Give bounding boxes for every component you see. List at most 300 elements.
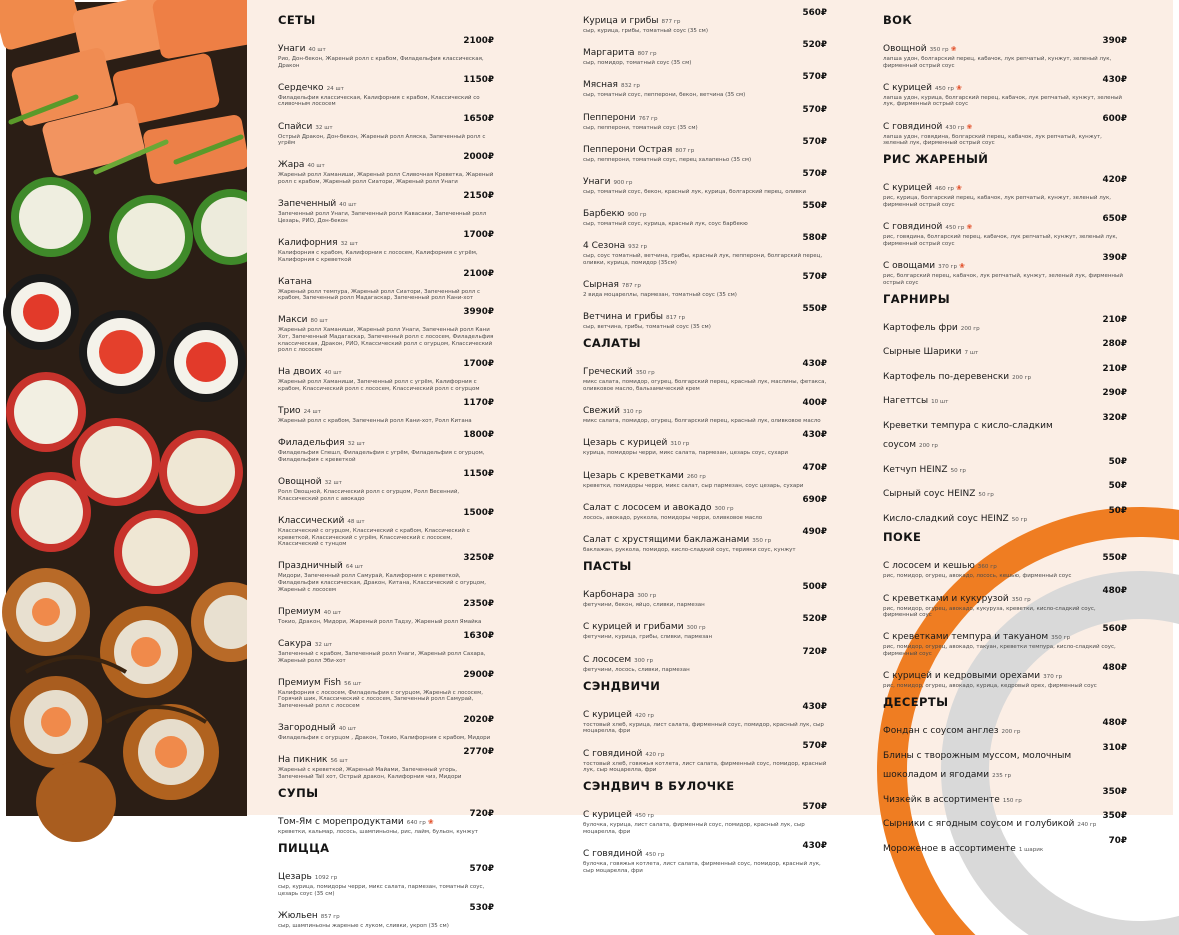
item-description: булочка, курица, лист салата, фирменный соус, помидор, красный лук, сыр моцарелла, фри [583,822,805,835]
item-name: Овощной [278,477,322,488]
menu-item [883,388,1127,407]
menu-item [883,481,1127,500]
item-weight: 10 шт [931,399,949,406]
item-description: булочка, говяжья котлета, лист салата, фирменный соус, помидор, красный лук, сыр моцарелла, фри [583,861,821,874]
item-name: Греческий [583,367,633,378]
menu-column-1 [278,8,494,935]
item-price: 2900₽ [463,669,494,680]
item-description: рис, болгарский перец, кабачок, лук репчатый, кунжут, зеленый лук, фирменный острый соус [883,272,1123,286]
item-weight: 56 шт [344,680,362,687]
item-name: Нагеттсы [883,396,929,407]
item-price: 2100₽ [463,36,494,46]
item-weight: 64 шт [345,564,364,571]
item-price: 430₽ [802,359,827,370]
item-price: 570₽ [802,740,827,751]
item-description: Жареный с креветкой, Жареный Майами, Запеченный угорь, Запеченный Tail хот, Острый дракон, Калифорния чиз, Мидори [278,767,462,780]
item-weight: 200 гр [1001,729,1021,736]
item-name: На двоих [278,367,322,378]
item-weight: 200 гр [1012,374,1032,381]
menu-item [278,191,494,224]
item-weight: 350 гр [1051,635,1071,642]
item-description: Запеченный ролл Унаги, Запеченный ролл Кавасаки, Запеченный ролл Цезарь, РИО, Дон-бекон [278,211,487,224]
item-weight: 50 гр [1011,516,1028,523]
section-title: ПАСТЫ [583,559,632,574]
item-price: 490₽ [802,527,827,537]
item-price: 50₽ [1108,505,1127,516]
item-weight: 300 гр [637,593,657,600]
item-name: Запеченный [278,199,337,210]
item-description: Токио, Дракон, Мидори, Жареный ролл Тадзу, Жареный ролл Ямайка [278,618,482,625]
item-weight: 877 гр [661,19,681,25]
menu-item [583,72,827,99]
item-description: микс салата, помидор, огурец, болгарский перец, красный лук, маслины, фетакса, оливковое масло, бальзамический крем [583,379,827,393]
item-name: Сырники с ягодным соусом и голубикой [883,819,1075,830]
item-weight: 260 гр [686,473,706,480]
item-description: сыр, помидор, томатный соус (35 см) [583,60,692,67]
item-price: 1700₽ [463,229,494,240]
chili-pepper-icon: ❀ [950,45,957,53]
item-price: 480₽ [1102,663,1127,674]
item-description: рис, помидор, огурец, авокадо, такуан, креветки темпура, кисло-сладкий соус, фирменный соус [883,644,1116,657]
menu-item [883,457,1127,476]
menu-item [583,495,827,522]
menu-item [883,253,1127,286]
item-description: Калифорния с крабом, Калифорния с лососем, Калифорния с угрём, Калифорния с креветкой [278,249,478,263]
item-weight: 787 гр [621,283,641,290]
item-name: Премиум [278,606,321,617]
item-price: 1650₽ [463,113,494,124]
menu-item [883,413,1127,451]
item-weight: 56 шт [330,758,348,765]
menu-item [583,463,827,490]
item-description: лосось, авокадо, руккола, помидоры черри, оливковое масло [583,514,763,521]
item-price: 570₽ [802,802,827,813]
item-price: 2100₽ [463,268,494,279]
item-weight: 40 шт [323,609,342,616]
item-price: 280₽ [1102,339,1127,350]
item-price: 1500₽ [463,507,494,518]
item-name: С говядиной [583,849,643,860]
item-weight: 50 гр [978,492,994,499]
chili-pepper-icon: ❀ [959,261,965,270]
item-weight: 40 шт [324,370,342,377]
item-description: 2 вида моцареллы, пармезан, томатный соус (35 см) [583,292,737,299]
item-name: Кетчуп HEINZ [883,464,948,475]
item-name: Сырный соус HEINZ [883,489,976,500]
item-description: рис, помидор, огурец, авокадо, курица, кедровый орех, фирменный соус [883,683,1097,690]
section-title: ВОК [883,13,913,27]
item-weight: 350 гр [752,538,772,544]
item-weight: 300 гр [634,657,654,664]
item-price: 3250₽ [463,553,494,564]
section-title: ПОКЕ [883,530,922,545]
menu-item [883,811,1127,830]
item-name: Унаги [278,44,306,54]
item-price: 550₽ [802,304,827,315]
item-name: Премиум Fish [278,677,342,688]
item-name: С креветками темпура и такуаном [883,632,1049,643]
menu-item [883,718,1127,737]
item-weight: 370 гр [1043,674,1063,681]
item-name: С говядиной [583,748,643,759]
item-description: Жареный ролл Хаманиши, Жареный ролл Сливочная Креветка, Жареный ролл с крабом, Жареный ролл Сиатори, Жареный ролл Унаги [278,172,494,185]
item-weight: 767 гр [638,115,658,122]
item-description: сыр, томатный соус, курица, красный лук, соус барбекю [583,221,748,228]
item-name: С курицей [583,810,632,821]
menu-column-2 [583,8,827,880]
item-description: сыр, курица, грибы, томатный соус (35 см) [583,28,708,34]
item-name: Праздничный [278,561,343,572]
menu-item [583,741,827,774]
item-price: 430₽ [802,430,827,441]
menu-column-3 [883,8,1127,860]
item-price: 550₽ [1102,553,1127,564]
menu-item [583,272,827,299]
item-name: Цезарь с креветками [583,470,684,481]
item-price: 1150₽ [463,469,494,480]
menu-item [278,809,494,836]
item-price: 570₽ [469,864,494,875]
item-description: Калифорния с лососем, Филадельфия с огурцом, Жареный с лососем, Горячий шик, Классический с лососем, Запеченный ролл Самурай, Запеченный ролл с лососем [278,689,484,709]
item-price: 600₽ [1102,113,1127,124]
item-weight: 7 шт [964,350,979,357]
menu-item [583,702,827,735]
item-name: С курицей [583,709,632,720]
menu-item [583,40,827,67]
item-price: 390₽ [1102,36,1127,46]
menu-item [883,214,1127,247]
item-name: Ветчина и грибы [583,312,664,323]
menu-item [583,137,827,164]
item-name: Маргарита [583,48,635,59]
menu-item [583,430,827,457]
item-weight: 235 гр [992,772,1012,779]
item-price: 420₽ [1102,175,1127,186]
item-description: Филадельфия с огурцом , Дракон, Токио, Калифорния с крабом, Мидори [278,735,491,742]
item-name: Сердечко [278,82,324,93]
item-weight: 832 гр [620,83,640,90]
item-weight: 857 гр [320,914,340,920]
item-description: Классический с огурцом, Классический с крабом, Классический с креветкой, Классический с угрём, Классический с лососем, Классический с тунцом [278,527,470,548]
item-name: 4 Сезона [583,241,626,252]
item-name: С курицей и грибами [583,622,684,633]
menu-item [278,903,494,930]
menu-item [583,201,827,228]
section-title: СЭНДВИЧ В БУЛОЧКЕ [583,779,735,794]
item-weight: 200 гр [960,325,980,332]
item-name: Сырная [583,280,619,291]
menu-item [583,527,827,554]
item-name: Том-Ям с морепродуктами [278,817,404,828]
item-weight: 450 гр [645,852,665,859]
item-weight: 300 гр [686,625,706,632]
item-weight: 817 гр [666,315,685,322]
section-title: СЕТЫ [278,13,316,27]
menu-item [583,841,827,874]
menu-item [278,36,494,69]
item-weight: 32 шт [340,240,358,247]
item-weight: 200 гр [919,443,938,450]
item-name: Овощной [883,44,927,54]
menu-item [583,169,827,196]
item-weight: 32 шт [315,124,333,131]
chili-pepper-icon: ❀ [955,83,962,92]
item-weight: 932 гр [628,244,648,251]
item-name: С лососем и кешью [883,561,975,572]
item-description: курица, помидоры черри, микс салата, пармезан, цезарь соус, сухари [583,450,788,457]
item-name: Мороженое в ассортименте [883,843,1016,854]
item-price: 470₽ [802,462,827,473]
menu-item [278,553,494,593]
item-price: 350₽ [1102,786,1127,797]
item-name: С креветками и кукурузой [883,593,1009,604]
item-description: сыр, томатный соус, пепперони, бекон, ветчина (35 см) [583,92,746,99]
menu-item [883,114,1127,147]
chili-pepper-icon: ❀ [966,122,973,131]
item-price: 310₽ [1102,742,1127,753]
item-description: рис, помидор, огурец, авокадо, лосось, кешью, фирменный соус [883,573,1072,580]
item-price: 520₽ [802,614,827,625]
section-title: ПИЦЦА [278,841,330,856]
item-name: Трио [278,406,301,417]
item-name: Салат с лососем и авокадо [583,502,712,513]
item-weight: 350 гр [1011,596,1031,603]
item-name: Унаги [583,176,611,187]
item-description: Рио, Дон-бекон, Жареный ролл с крабом, Филадельфия классическая, Дракон [278,56,484,69]
item-name: Свежий [583,406,620,417]
chili-pepper-icon: ❀ [955,184,962,193]
menu-item [278,508,494,548]
menu-item [883,364,1127,383]
item-weight: 300 гр [714,505,734,512]
item-description: Жареный ролл Хаманиши, Запеченный ролл с угрём, Калифорния с крабом, Классический ролл с лососем, Классический ролл с огурцом [278,379,480,393]
menu-item [278,469,494,502]
menu-item [278,152,494,185]
item-price: 560₽ [1102,624,1127,635]
item-price: 2000₽ [463,152,494,163]
item-name: Сырные Шарики [883,347,962,358]
item-price: 430₽ [802,841,827,852]
menu-item [278,670,494,710]
item-weight: 40 шт [308,47,326,53]
item-name: Курица и грибы [583,16,659,26]
item-weight: 1 шарик [1018,846,1044,853]
menu-item [583,614,827,641]
item-price: 350₽ [1102,811,1127,822]
item-description: Острый Дракон, Дон-бекон, Жареный ролл Аляска, Запеченный ролл с угрём [278,133,486,147]
item-name: Мясная [583,80,618,91]
item-weight: 40 шт [307,163,325,170]
item-name: Жюльен [278,911,318,921]
menu-item [883,36,1127,69]
menu-item [278,631,494,664]
item-name: Спайси [278,121,313,132]
menu-item [583,647,827,674]
item-price: 530₽ [469,903,494,913]
item-price: 570₽ [802,72,827,83]
menu-item [583,8,827,35]
item-name: Загородный [278,723,336,734]
item-weight: 900 гр [613,179,633,186]
item-name: Чизкейк в ассортименте [883,794,1000,805]
menu-item [278,430,494,463]
item-name: Пепперони [583,112,636,123]
item-price: 1700₽ [463,359,494,370]
item-weight: 420 гр [645,751,665,758]
item-name: Макси [278,315,308,326]
item-weight: 430 гр [945,124,965,131]
item-name: Классический [278,515,345,526]
sushi-photo [6,2,247,816]
menu-item [583,398,827,425]
item-description: Ролл Овощной, Классический ролл с огурцом, Ролл Весенний, Классический ролл с авокадо [278,489,460,502]
item-description: сыр, пепперони, томатный соус, перец халапеньо (35 см) [583,156,752,163]
item-weight: 48 шт [347,518,365,525]
section-title: САЛАТЫ [583,336,641,351]
item-description: фетучини, лосось, сливки, пармезан [583,666,690,673]
item-weight: 80 шт [310,318,328,325]
item-description: Мидори, Запеченный ролл Самурай, Калифорния с креветкой, Филадельфия классическая, Дракон, Китана, Классический с огурцом, Жареный с лососем [278,573,486,593]
item-name: С курицей и кедровыми орехами [883,671,1041,682]
item-weight: 32 шт [314,641,333,648]
item-price: 690₽ [802,494,827,505]
menu-item [583,233,827,266]
item-description: сыр, томатный соус, бекон, красный лук, курица, болгарский перец, оливки [583,188,806,195]
item-name: Картофель фри [883,322,958,333]
menu-item [883,339,1127,358]
item-weight: 240 гр [1077,822,1097,829]
item-name: Кисло-сладкий соус HEINZ [883,513,1009,524]
menu-item [278,269,494,302]
item-name: Катана [278,276,313,287]
item-price: 430₽ [1102,74,1127,85]
item-name: Пепперони Острая [583,144,673,155]
item-description: лапша удон, болгарский перец, кабачок, лук репчатый, кунжут, зеленый лук, фирменный острый соус [883,56,1112,69]
item-price: 480₽ [1102,718,1127,729]
item-weight: 32 шт [347,441,365,448]
item-weight: 450 гр [634,813,654,820]
item-price: 570₽ [802,168,827,179]
item-price: 290₽ [1102,388,1127,399]
item-price: 550₽ [802,201,827,212]
item-name: Цезарь [278,872,312,883]
item-weight: 32 шт [324,480,342,487]
menu-item [883,624,1127,657]
menu-item [278,715,494,742]
item-name: С овощами [883,260,936,271]
item-description: фетучини, бекон, яйцо, сливки, пармезан [583,602,705,609]
item-description: лапша удон, говядина, болгарский перец, кабачок, лук репчатый, кунжут, зеленый лук, фирменный острый соус [883,133,1102,147]
item-name: Филадельфия [278,438,345,449]
item-description: тостовый хлеб, курица, лист салата, фирменный соус, помидор, красный лук, сыр моцарелла, фри [583,721,824,735]
item-name: Жара [278,160,305,171]
item-price: 2350₽ [463,598,494,609]
item-price: 1800₽ [463,430,494,441]
item-weight: 360 гр [977,564,997,571]
menu-sheet [247,0,1173,929]
menu-item [883,743,1127,781]
section-title: РИС ЖАРЕНЫЙ [883,152,989,167]
item-name: Цезарь с курицей [583,438,668,449]
item-price: 210₽ [1102,363,1127,374]
item-weight: 420 гр [634,712,654,719]
item-price: 2770₽ [463,747,494,758]
menu-item [583,802,827,835]
item-price: 720₽ [469,809,494,820]
menu-item [883,75,1127,108]
chili-pepper-icon: ❀ [966,223,973,232]
item-weight: 1092 гр [314,875,338,882]
item-description: Запеченный с крабом, Запеченный ролл Унаги, Жареный ролл Сахара, Жареный ролл Эби-хот [278,650,486,664]
section-title: ДЕСЕРТЫ [883,695,949,710]
section-title: ГАРНИРЫ [883,291,951,306]
item-name: Картофель по-деревенски [883,371,1010,382]
item-weight: 310 гр [622,409,642,416]
item-description: сыр, пепперони, томатный соус (35 см) [583,124,698,131]
item-name: С говядиной [883,121,943,132]
item-weight: 24 шт [303,409,321,416]
item-weight: 310 гр [670,441,690,448]
item-weight: 50 гр [950,467,966,474]
menu-item [883,663,1127,690]
item-description: рис, говядина, болгарский перец, кабачок, лук репчатый, кунжут, зеленый лук, фирменный острый соус [883,234,1118,247]
item-weight: 24 шт [326,85,344,92]
menu-item [583,304,827,331]
section-title: СЭНДВИЧИ [583,678,661,693]
item-name: Сакура [278,638,312,649]
item-name: С говядиной [883,222,943,233]
chili-pepper-icon: ❀ [427,818,434,827]
item-price: 390₽ [1102,252,1127,263]
item-price: 570₽ [802,136,827,147]
item-price: 480₽ [1102,585,1127,596]
item-weight: 900 гр [627,212,647,219]
item-weight: 40 шт [338,726,357,733]
item-name: Блины с творожным муссом, молочным шоколадом и ягодами [883,750,1072,780]
item-name: Калифорния [278,237,338,248]
item-description: сыр, курица, помидоры черри, микс салата, пармезан, томатный соус, цезарь соус (35 см) [278,884,485,897]
item-description: Жареный ролл темпура, Жареный ролл Сиатори, Запеченный ролл с крабом, Запеченный ролл Мадагаскар, Запеченный ролл Кани-хот [278,288,481,302]
item-description: сыр, ветчина, грибы, томатный соус (35 см) [583,324,711,331]
item-description: баклажан, руккола, помидор, кисло-сладкий соус, терияки соус, кунжут [583,547,796,553]
item-description: сыр, соус томатный, ветчина, грибы, красный лук, пепперони, болгарский перец, оливки, курица, помидор (35см) [583,253,823,266]
item-price: 570₽ [802,272,827,283]
menu-item [883,836,1127,855]
item-description: рис, помидор, огурец, авокадо, кукуруза, креветки, кисло-сладкий соус, фирменный соус [883,605,1096,619]
item-weight: 150 гр [1002,797,1022,804]
menu-item [583,359,827,392]
item-price: 570₽ [802,104,827,115]
item-price: 500₽ [802,582,827,593]
item-price: 430₽ [802,701,827,712]
menu-item [278,230,494,263]
item-name: С лососем [583,654,632,665]
item-weight: 460 гр [934,186,954,193]
item-description: фетучини, курица, грибы, сливки, пармезан [583,634,713,641]
item-description: Филадельфия Спешл, Филадельфия с угрём, Филадельфия с огурцом, Филадельфия с креветкой [278,450,485,463]
item-price: 650₽ [1102,214,1127,225]
menu-item [583,582,827,609]
item-price: 2020₽ [463,715,494,726]
menu-item [278,114,494,147]
menu-item [883,586,1127,619]
item-description: Филадельфия классическая, Калифорния с крабом, Классический со сливочным лососем [278,94,480,108]
item-description: креветки, помидоры черри, микс салат, сыр пармезан, соус цезарь, сухари [583,482,804,489]
menu-item [278,75,494,108]
item-price: 1630₽ [463,630,494,641]
item-price: 1150₽ [463,74,494,85]
menu-item [883,787,1127,806]
